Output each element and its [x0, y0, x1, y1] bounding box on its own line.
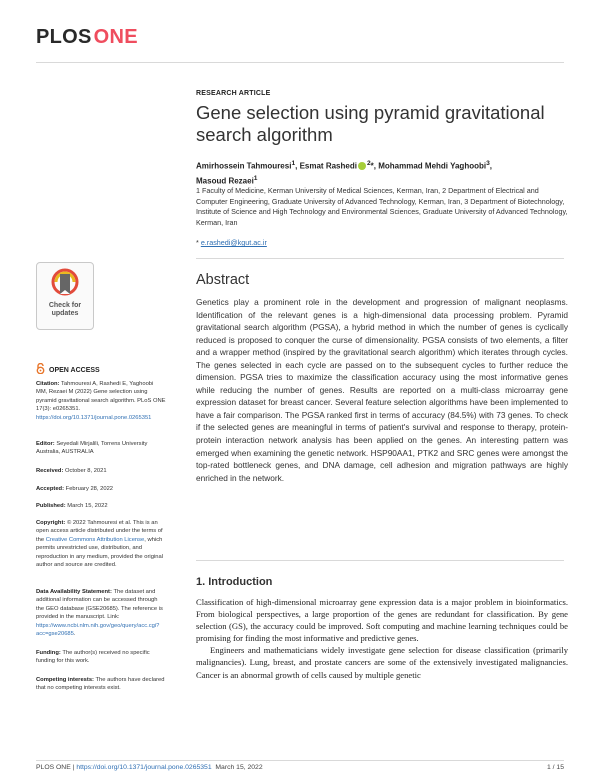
intro-divider	[196, 560, 564, 561]
author-3-affil: 3	[486, 160, 490, 167]
author-list	[196, 158, 568, 187]
orcid-icon[interactable]	[358, 162, 366, 170]
introduction-text	[196, 596, 568, 681]
copyright-label: Copyright:	[36, 520, 66, 526]
open-access-text: OPEN ACCESS	[49, 367, 100, 374]
citation-block	[36, 380, 166, 422]
open-lock-icon	[36, 363, 46, 377]
footer-doi-link[interactable]: https://doi.org/10.1371/journal.pone.0265351	[76, 764, 212, 771]
published-date: March 15, 2022	[67, 503, 108, 509]
competing-interests-label: Competing interests:	[36, 677, 94, 683]
article-type: RESEARCH ARTICLE	[196, 90, 271, 97]
received-label: Received:	[36, 468, 64, 474]
funding-text: The author(s) received no specific funding for this work.	[36, 650, 150, 665]
footer-journal: PLOS ONE	[36, 764, 71, 771]
funding-block	[36, 649, 166, 666]
funding-label: Funding:	[36, 650, 61, 656]
page-number: 1 / 15	[546, 764, 564, 771]
data-availability-end: .	[73, 631, 76, 638]
affiliations: 1 Faculty of Medicine, Kerman University of Medical Sciences, Kerman, Iran, 2 Department of Electrical and Computer Engineering, Graduate University of Advanced Technology, Kerman, Iran, 3 Department of Biotechnology, Institute of Science and High Technology and Environmental Sciences, Graduate University of Advanced Technology, Kerman, Iran	[196, 186, 568, 227]
published-label: Published:	[36, 503, 66, 509]
article-title: Gene selection using pyramid gravitational search algorithm	[196, 102, 545, 145]
citation-label: Citation:	[36, 381, 60, 387]
author-4[interactable]: Masoud Rezaei	[196, 176, 254, 186]
footer-separator: |	[70, 764, 77, 771]
open-access-label	[36, 363, 166, 377]
correspondence-star: *	[196, 238, 199, 247]
citation-doi-link[interactable]: https://doi.org/10.1371/journal.pone.0265351	[36, 414, 152, 421]
copyright-block	[36, 519, 166, 569]
geo-dataset-link[interactable]: https://www.ncbi.nlm.nih.gov/geo/query/acc.cgi?acc=gse20685	[36, 622, 160, 638]
page-footer	[36, 764, 564, 771]
competing-interests-block	[36, 676, 166, 693]
author-sep: ,	[489, 161, 493, 171]
abstract-text: Genetics play a prominent role in the development and progression of malignant neoplasms. Identification of the relevant genes is a high-dimensional data processing problem. Pyramid gravitational search algorithm (PGSA), a hybrid method in which the number of genes is cyclically reduced is proposed to conquer the curse of dimensionality. PGSA consists of two elements, a filter and a wrapper method (inspired by the gravitational search algorithm) which iterates through cycles. The genes selected in each cycle are passed on to the subsequent cycles to further reduce the dimension. PGSA tries to maximize the classification accuracy using the most informative genes while reducing the number of genes. Results are reported on a multi-class microarray gene expression dataset for breast cancer. Several feature selection algorithms have been implemented to have a fair comparison. The PGSA ranked first in terms of accuracy (84.5%) with 73 genes. To check if the selected genes are meaningful in terms of patient's survival and response to therapy, protein-protein interaction network analysis has been applied on the genes. An interesting pattern was emerged when examining the genetic network. HSP90AA1, PTK2 and SRC genes were amongst the top-rated bottleneck genes, and DNA damage, cell adhesion and migration pathways are highly enriched in the network.	[196, 297, 568, 483]
author-4-affil: 1	[253, 174, 258, 182]
header-divider	[36, 62, 564, 63]
accepted-date: February 28, 2022	[65, 486, 114, 492]
data-availability-label: Data Availability Statement:	[36, 589, 112, 595]
copyright-text-1: © 2022 Tahmouresi et al. This is an open access article distributed under the terms of the	[36, 520, 163, 543]
intro-paragraph-1: Classification of high-dimensional microarray gene expression data is a major problem in bioinformatics. From biological perspectives, a large proportion of the genes are redundant for classification. By gene selection (GS), the accuracy could be improved. Soft computing and machine learning techniques could be promising for finding the most informative and predictive genes.	[196, 597, 568, 644]
footer-date: March 15, 2022	[215, 764, 263, 771]
data-availability-block	[36, 588, 166, 638]
journal-logo-one: ONE	[93, 26, 138, 48]
author-1-affil: 1	[291, 160, 296, 167]
abstract-divider	[196, 258, 564, 259]
accepted-block	[36, 485, 166, 493]
received-date: October 8, 2021	[65, 468, 107, 474]
published-block	[36, 502, 166, 510]
author-1[interactable]: Amirhossein Tahmouresi	[196, 161, 292, 171]
journal-logo[interactable]	[36, 26, 138, 49]
editor-label: Editor:	[36, 441, 55, 447]
accepted-label: Accepted:	[36, 486, 65, 492]
editor-text: Seyedali Mirjalili, Torrens University Australia, AUSTRALIA	[36, 441, 148, 456]
citation-text: Tahmouresi A, Rashedi E, Yaghoobi MM, Rezaei M (2022) Gene selection using pyramid gravitational search algorithm. PLoS ONE 17(3): e0265351.	[36, 381, 166, 413]
correspondence	[196, 238, 568, 247]
data-availability-text: The dataset and additional information can be accessed through the GEO database (GSE20685). The reference is provided in the manuscript. Link:	[36, 589, 163, 621]
bookmark-icon	[50, 268, 80, 302]
introduction-heading: 1. Introduction	[196, 576, 273, 588]
badge-line-1: Check for	[48, 302, 82, 309]
author-2[interactable]: , Esmat Rashedi	[295, 161, 357, 171]
license-link[interactable]: Creative Commons Attribution License	[45, 536, 145, 543]
check-for-updates-badge[interactable]	[36, 262, 94, 330]
competing-interests-text: The authors have declared that no competing interests exist.	[36, 677, 165, 692]
author-2-affil: 2	[366, 160, 371, 167]
received-block	[36, 467, 166, 475]
copyright-text-2: , which permits unrestricted use, distribution, and reproduction in any medium, provided the original author and source are credited.	[36, 536, 163, 569]
author-3[interactable]: , Mohammad Mehdi Yaghoobi	[373, 161, 487, 171]
email-link[interactable]: e.rashedi@kgut.ac.ir	[200, 238, 267, 247]
footer-divider	[36, 760, 564, 761]
corresponding-star: *	[370, 161, 374, 171]
badge-line-2: updates	[51, 310, 79, 317]
editor-block	[36, 440, 166, 457]
journal-logo-plos: PLOS	[36, 26, 92, 48]
abstract-heading: Abstract	[196, 272, 250, 288]
intro-paragraph-2: Engineers and mathematicians widely investigate gene selection for disease classification (primarily malignancies). Lung, breast, and prostate cancers are some of the extensively investigated malignancies. Cancer is an abnormal growth of cells caused by multiple genetic	[196, 645, 568, 680]
